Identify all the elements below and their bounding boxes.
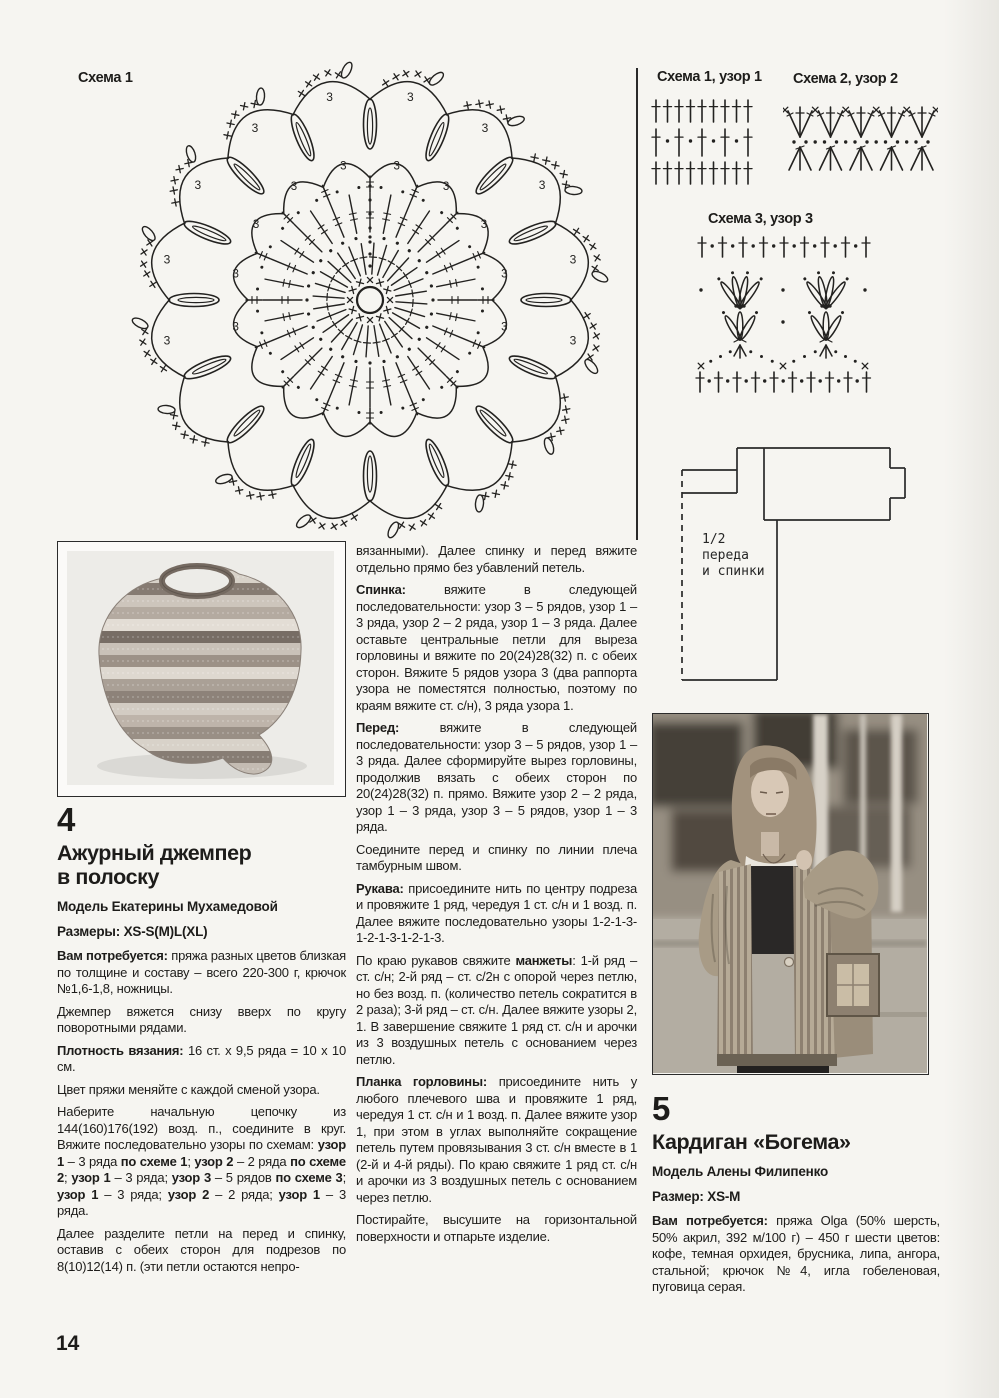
page-number: 14 — [56, 1332, 80, 1355]
svg-text:3: 3 — [501, 321, 508, 334]
svg-text:3: 3 — [393, 160, 400, 173]
scan-edge-shade — [944, 0, 999, 1398]
paragraph-continuation: вязанными). Далее спинку и перед вяжите отдельно прямо без убавлений петель. — [356, 543, 637, 575]
article4-construction: Джемпер вяжется снизу вверх по кругу поворотными рядами. — [57, 1003, 346, 1035]
svg-text:3: 3 — [569, 333, 577, 348]
schematic-caption — [702, 532, 765, 580]
svg-text:3: 3 — [340, 160, 347, 173]
svg-text:3: 3 — [326, 89, 333, 104]
article4-color-note: Цвет пряжи меняйте с каждой сменой узора. — [57, 1081, 320, 1097]
article4-column — [57, 803, 346, 1281]
article5-column — [652, 1092, 940, 1302]
article4-continuation-column — [356, 543, 637, 1251]
pattern2-chart — [783, 99, 938, 175]
sweater-photo — [57, 541, 346, 797]
article5-materials: Вам потребуется: пряжа Olga (50% шерсть, 50% акрил, 392 м/100 г) – 450 г шести цветов: кофе, темная орхидея, брусника, липа, ангора, стальной; крючок №4, игла гобеленовая, пуговица серая. — [652, 1213, 940, 1294]
doily-chart-label: Схема 1 — [78, 70, 133, 86]
pattern2-chart-label: Схема 2, узор 2 — [793, 71, 898, 87]
article4-divide: Далее разделите петли на перед и спинку, оставив с обеих сторон для подрезов по 8(10)12(14) п. (эти петли остаются непро- — [57, 1225, 346, 1274]
article5-title: Кардиган «Богема» — [652, 1130, 851, 1154]
svg-text:3: 3 — [163, 252, 171, 267]
article5-number: 5 — [652, 1090, 671, 1127]
svg-text:3: 3 — [194, 177, 202, 192]
model-photo-image — [653, 714, 927, 1073]
svg-text:3: 3 — [407, 89, 414, 104]
svg-text:3: 3 — [290, 181, 298, 194]
svg-text:3: 3 — [232, 268, 239, 281]
paragraph-join: Соедините перед и спинку по линии плеча тамбурным швом. — [356, 841, 637, 873]
pattern1-chart-label: Схема 1, узор 1 — [657, 69, 762, 85]
paragraph-sleeves: Рукава: присоедините нить по центру подреза и провяжите 1 ряд, чередуя 1 ст. с/н и 1 возд. п. Далее вяжите последовательно узоры 1-2-1-3-1-2-1-3-1-2-1-3. — [356, 880, 637, 945]
svg-text:3: 3 — [442, 181, 450, 194]
paragraph-finishing: Постирайте, высушите на горизонтальной поверхности и отпарьте изделие. — [356, 1212, 637, 1244]
doily-crochet-chart — [112, 46, 628, 556]
svg-text:3: 3 — [569, 252, 577, 267]
article4-sizes: Размеры: XS-S(M)L(XL) — [57, 923, 208, 939]
article4-sequence: Наберите начальную цепочку из 144(160)176(192) возд. п., соедините в круг. Вяжите последовательно узоры по схемам: узор 1 – 3 ряда по схеме 1; узор 2 – 2 ряда по схеме 2; узор 1 – 3 ряда; узор 3 – 5 рядов по схеме 3; узор 1 – 3 ряда; узор 2 – 2 ряда; узор 1 – 3 ряда. — [57, 1104, 346, 1218]
article4-title — [57, 841, 346, 889]
paragraph-cuffs: По краю рукавов свяжите манжеты: 1-й ряд – ст. с/н; 2-й ряд – ст. с/2н с опорой через петлю, но без возд. п. (количество петель сократится в 2 раза); 3-й ряд – ст. с/н. Далее вяжите узоры 2, 1. В завершение свяжите 1 ряд ст. с/н и арочки из 3 воздушных петель с основанием через петлю. — [356, 952, 637, 1067]
article4-designer: Модель Екатерины Мухамедовой — [57, 899, 278, 914]
svg-text:3: 3 — [251, 120, 259, 135]
paragraph-back: Спинка: вяжите в следующей последовательности: узор 3 – 5 рядов, узор 1 – 3 ряда, узор 2 – 2 ряда, узор 1 – 3 ряда. Далее оставьте центральные петли для выреза горловины и вяжите по 20(24)28(32) п. с обеих сторон. Вяжите 5 рядов узора 3 (два раппорта узора не поместятся полностью, поэтому по краям вяжите ст. с/н), 3 ряда узора 1. — [356, 582, 637, 713]
paragraph-front: Перед: вяжите в следующей последовательности: узор 3 – 5 рядов, узор 1 – 3 ряда. Далее сформируйте вырез горловины, продолжив вязать с обеих сторон по 20(24)28(32) п. прямо. Вяжите узор 2 – 2 ряда, узор 1 – 3 ряда, узор 3 – 5 рядов, узор 1 – 3 ряда. — [356, 720, 637, 834]
svg-text:3: 3 — [481, 120, 489, 135]
article5-size: Размер: XS-M — [652, 1188, 741, 1204]
schematic-caption-line: переда — [702, 548, 749, 563]
model-photo — [652, 713, 929, 1075]
sweater-photo-image — [67, 551, 334, 785]
schematic-caption-line: 1/2 — [702, 532, 726, 547]
svg-text:3: 3 — [480, 218, 488, 231]
pattern3-chart — [692, 232, 878, 400]
column-divider — [636, 68, 638, 540]
svg-text:3: 3 — [538, 177, 546, 192]
article5-designer: Модель Алены Филипенко — [652, 1164, 829, 1179]
article4-title-line2: в полоску — [57, 865, 160, 889]
pattern3-chart-label: Схема 3, узор 3 — [708, 211, 813, 227]
schematic-caption-line: и спинки — [702, 564, 765, 579]
article4-title-line1: Ажурный джемпер — [57, 841, 252, 865]
garment-schematic — [652, 428, 912, 688]
paragraph-neckband: Планка горловины: присоедините нить у любого плечевого шва и провяжите 1 ряд, чередуя 1 ст. с/н и 1 возд. п. Далее вяжите узор 1, при этом в углах выполняйте сокращение петель путем провязывания 3 ст. с/н вместе в 1 (2-й и 4-й ряды). По краю свяжите 1 ряд ст. с/н и арочки из 3 воздушных петель с основанием через петлю. — [356, 1074, 637, 1205]
article4-gauge: Плотность вязания: 16 ст. х 9,5 ряда = 10 х 10 см. — [57, 1042, 346, 1074]
pattern1-chart — [651, 97, 759, 187]
svg-text:3: 3 — [232, 321, 239, 334]
svg-text:3: 3 — [163, 333, 171, 348]
svg-text:3: 3 — [252, 218, 260, 231]
article4-materials: Вам потребуется: пряжа разных цветов близкая по толщине и составу – всего 220-300 г, крючок №1,6-1,8, ножницы. — [57, 948, 346, 996]
article4-number: 4 — [57, 801, 76, 838]
svg-text:3: 3 — [501, 268, 508, 281]
